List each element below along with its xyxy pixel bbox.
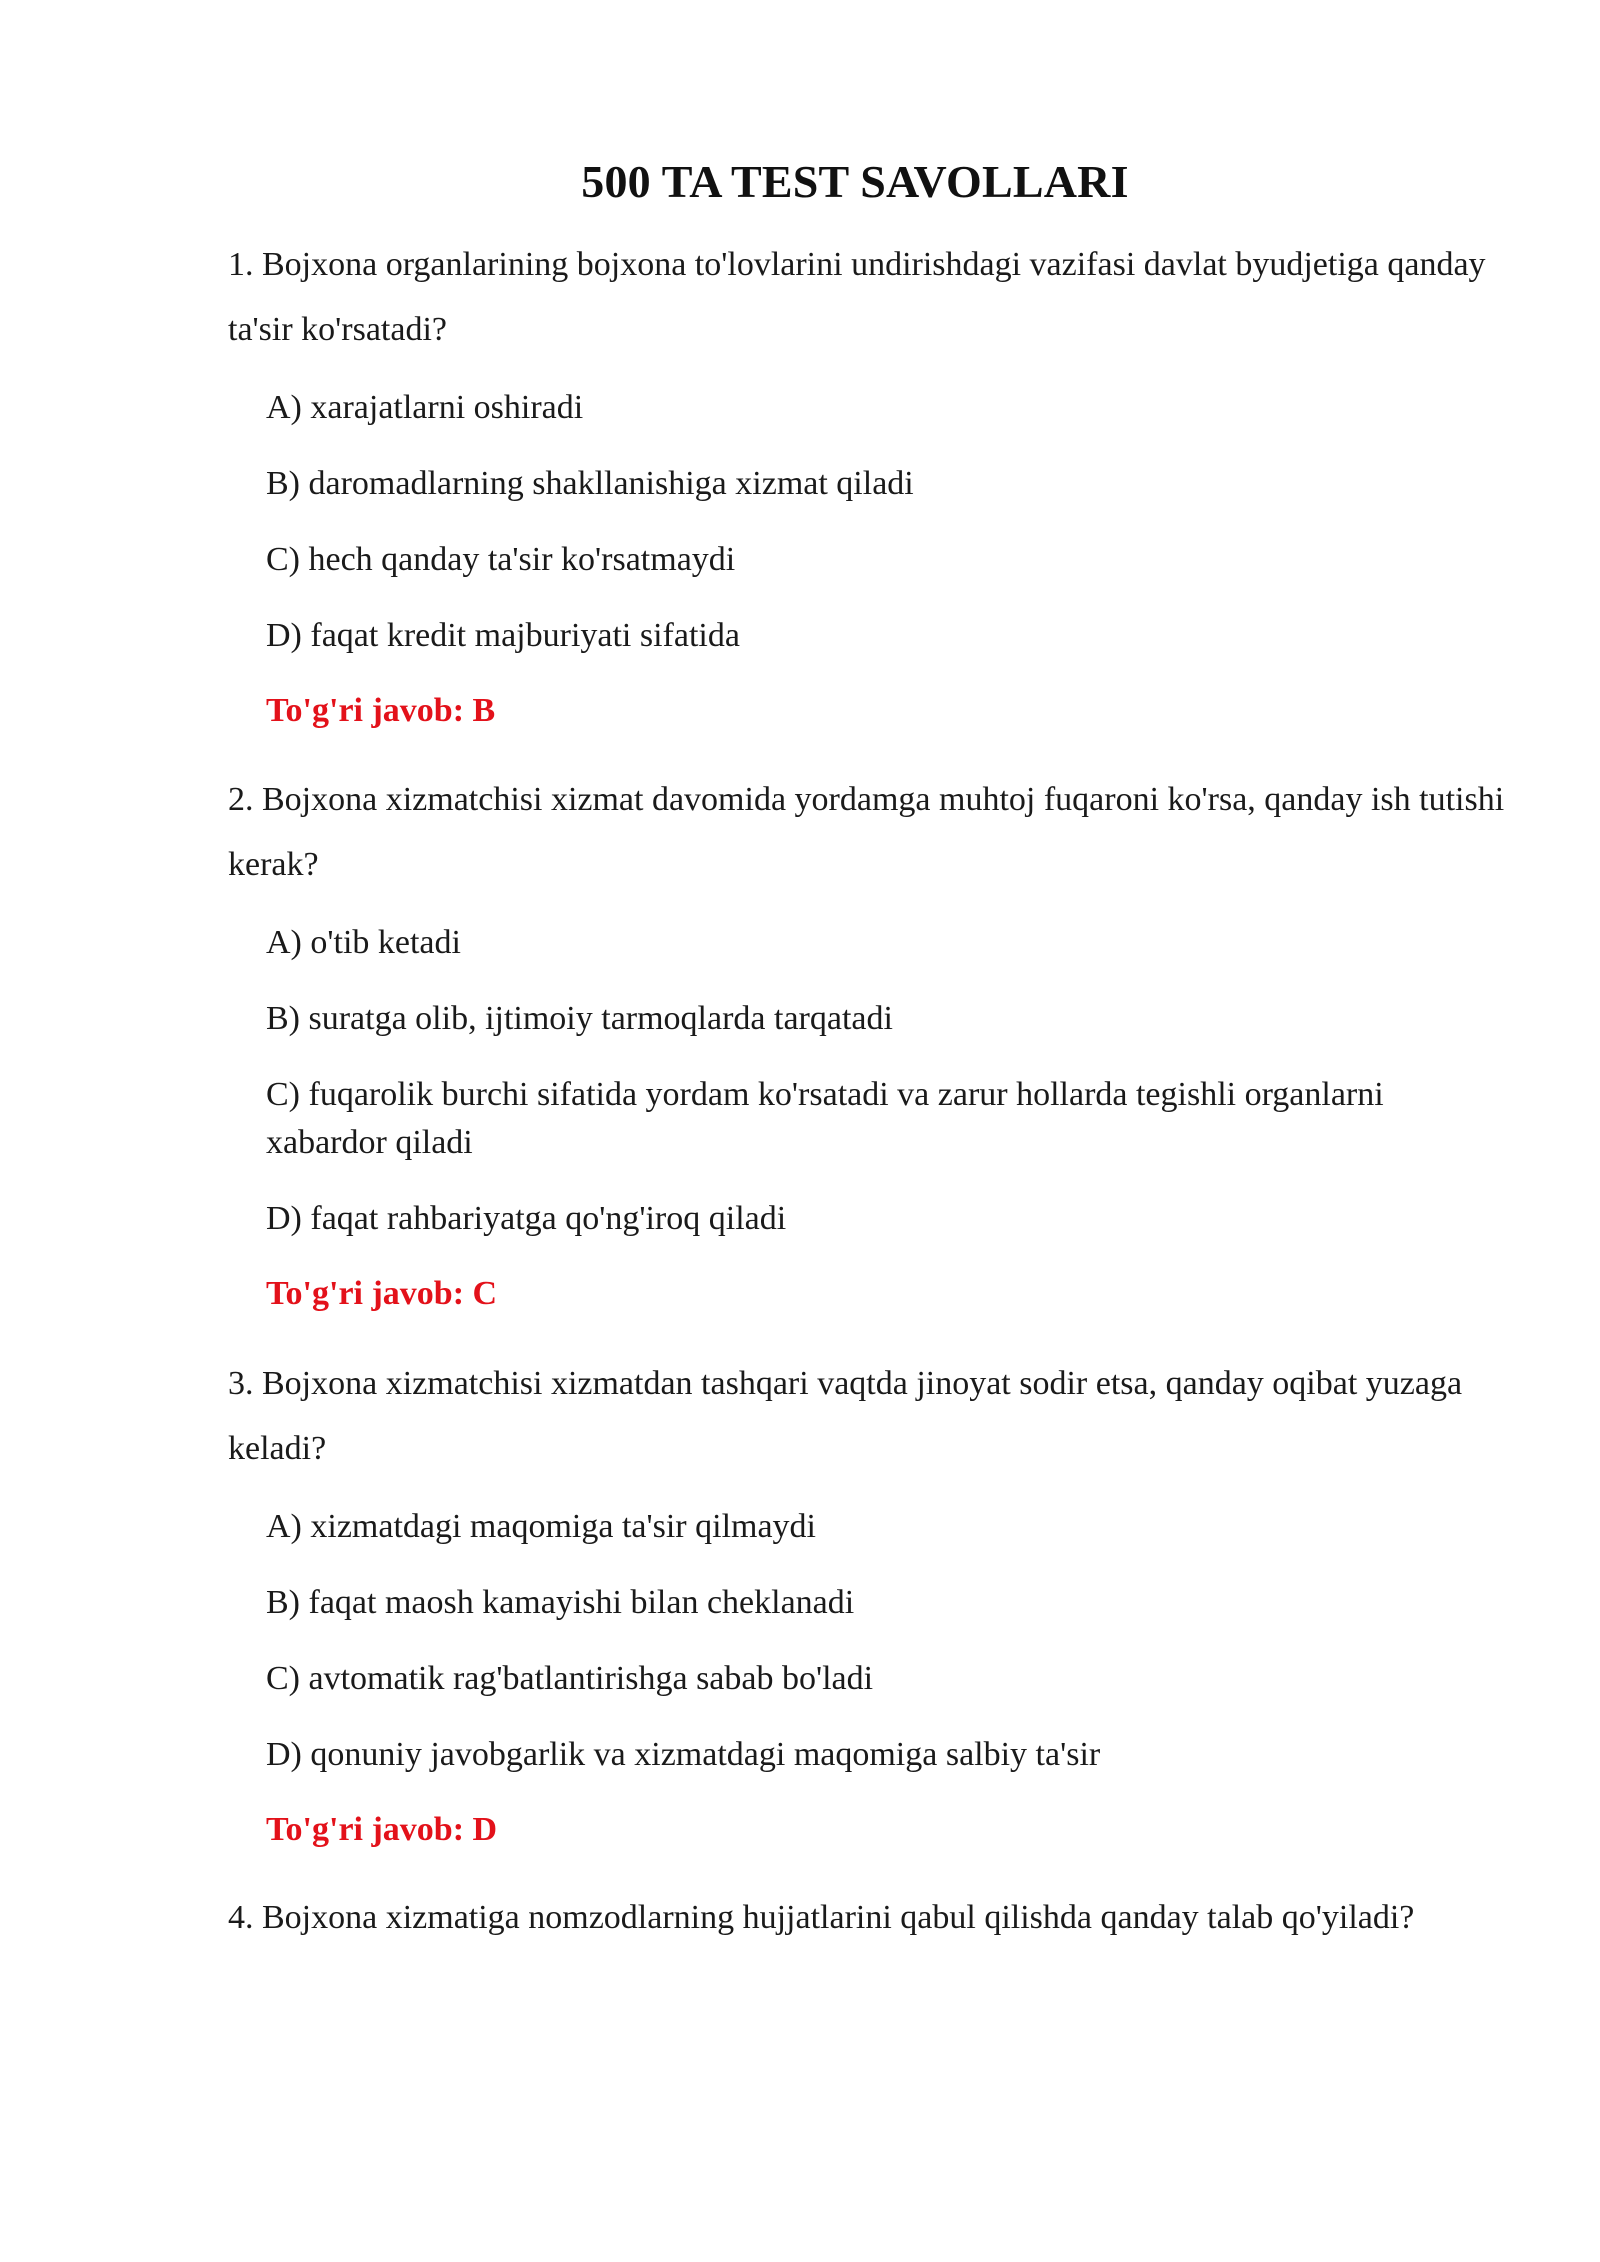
question-text: 3. Bojxona xizmatchisi xizmatdan tashqari vaqtda jinoyat sodir etsa, qanday oqibat yuzaga keladi?: [228, 1365, 1463, 1467]
question-2: [228, 767, 1508, 1318]
question-text: 2. Bojxona xizmatchisi xizmat davomida yordamga muhtoj fuqaroni ko'rsa, qanday ish tutishi kerak?: [228, 781, 1505, 883]
option-d: D) faqat kredit majburiyati sifatida: [266, 617, 740, 654]
option-list: [228, 384, 1508, 660]
correct-answer: To'g'ri javob: C: [266, 1275, 498, 1312]
option-c: C) fuqarolik burchi sifatida yordam ko'rsatadi va zarur hollarda tegishli organlarni xabardor qiladi: [266, 1076, 1384, 1161]
option-d: D) qonuniy javobgarlik va xizmatdagi maqomiga salbiy ta'sir: [266, 1736, 1101, 1773]
question-3: [228, 1351, 1508, 1854]
option-b: B) daromadlarning shakllanishiga xizmat qiladi: [266, 465, 914, 502]
option-d: D) faqat rahbariyatga qo'ng'iroq qiladi: [266, 1200, 787, 1237]
option-b: B) faqat maosh kamayishi bilan cheklanadi: [266, 1584, 855, 1621]
option-list: [228, 1503, 1508, 1779]
correct-answer: To'g'ri javob: B: [266, 692, 496, 729]
option-list: [228, 919, 1508, 1243]
option-b: B) suratga olib, ijtimoiy tarmoqlarda tarqatadi: [266, 1000, 893, 1037]
option-c: C) hech qanday ta'sir ko'rsatmaydi: [266, 541, 736, 578]
document-title: 500 TA TEST SAVOLLARI: [581, 156, 1129, 207]
option-a: A) o'tib ketadi: [266, 924, 461, 961]
option-a: A) xarajatlarni oshiradi: [266, 389, 584, 426]
correct-answer: To'g'ri javob: D: [266, 1811, 498, 1848]
question-text: 4. Bojxona xizmatiga nomzodlarning hujjatlarini qabul qilishda qanday talab qo'yiladi?: [228, 1899, 1415, 1936]
option-a: A) xizmatdagi maqomiga ta'sir qilmaydi: [266, 1508, 816, 1545]
option-c: C) avtomatik rag'batlantirishga sabab bo'ladi: [266, 1660, 874, 1697]
question-text: 1. Bojxona organlarining bojxona to'lovlarini undirishdagi vazifasi davlat byudjetiga qanday ta'sir ko'rsatadi?: [228, 246, 1486, 348]
question-1: [228, 232, 1508, 735]
question-4: [228, 1885, 1508, 1950]
